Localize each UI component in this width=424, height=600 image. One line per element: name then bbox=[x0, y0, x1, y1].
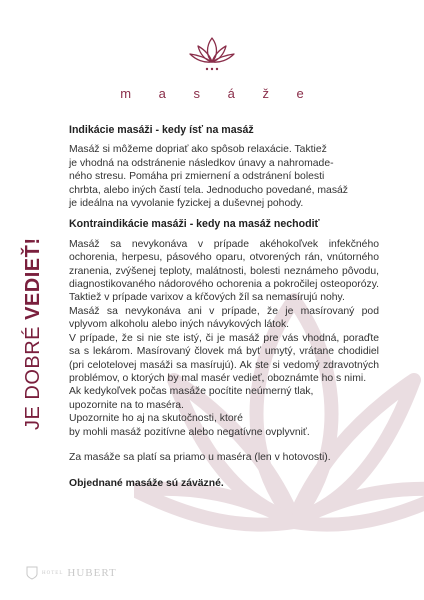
section2-line: by mohli masáž pozitívne alebo negatívne ovplyvniť. bbox=[69, 426, 310, 438]
section2-paragraph-3: Masáž sa nevykonáva ani v prípade, že je masírovaný pod vplyvom alkoholu alebo iných návykových látok. bbox=[69, 305, 379, 331]
binding-note: Objednané masáže sú záväzné. bbox=[69, 478, 224, 490]
section2-line: Upozornite ho aj na skutočnosti, ktoré bbox=[69, 413, 243, 425]
section1-heading: Indikácie masáži - kedy ísť na masáž bbox=[69, 124, 254, 136]
section2-line: upozornite na to maséra. bbox=[69, 399, 184, 411]
tagline-bold: VEDIEŤ! bbox=[22, 237, 44, 320]
section2-paragraph-2: Taktiež v prípade varixov a kŕčových žíl sa nemasírujú nohy. bbox=[69, 292, 345, 304]
hotel-name: HUBERT bbox=[67, 567, 117, 579]
main-content bbox=[69, 124, 379, 491]
section1-line: ného stresu. Pomáha pri zmiernení a odstránení bolesti bbox=[69, 171, 325, 183]
payment-note: Za masáže sa platí sa priamo u maséra (len v hotovosti). bbox=[69, 451, 331, 463]
section2-paragraph-1: Masáž sa nevykonáva v prípade akéhokoľvek infekčného ochorenia, herpesu, pásového oparu, otvorených rán, vnútorného zranenia, zvýšenej teploty, malátnosti, bolesti neznámeho pôvodu, diagnostikovaného nádorového ochorenia a pokročilej osteoporózy. bbox=[69, 238, 380, 291]
section1-text bbox=[69, 143, 379, 210]
crest-icon bbox=[26, 566, 38, 580]
hotel-label: HOTEL bbox=[42, 570, 64, 576]
vertical-tagline bbox=[22, 238, 45, 430]
section1-line: je ideálna na vyvolanie fyzickej a duševnej pohody. bbox=[69, 198, 304, 210]
section2-paragraph-5 bbox=[69, 385, 379, 439]
section2-paragraph-4: V prípade, že si nie ste istý, či je masáž pre vás vhodná, poraďte sa s lekárom. Masírovaný človek má byť umytý, vrátane chodidiel (pri celotelovej masáži sa masírujú). Ak ste si vedomý zdravotných problémov, o ktorých by mal masér vedieť, oboznámte ho s nimi. bbox=[69, 332, 379, 384]
tagline-light: JE DOBRÉ bbox=[22, 319, 44, 430]
page-title: m a s á ž e bbox=[120, 86, 316, 101]
section2-line: Ak kedykoľvek počas masáže pocítite neúmerný tlak, bbox=[69, 386, 314, 398]
section1-line: chrbta, alebo iných častí tela. Jednoducho povedané, masáž bbox=[69, 184, 348, 196]
section1-line: je vhodná na odstránenie následkov únavy a nahromade- bbox=[69, 157, 334, 169]
hotel-logo bbox=[26, 566, 117, 580]
section2-heading: Kontraindikácie masáži - kedy na masáž nechodiť bbox=[69, 218, 320, 231]
lotus-logo-icon bbox=[188, 34, 236, 74]
section1-line: Masáž si môžeme dopriať ako spôsob relaxácie. Taktiež bbox=[69, 144, 327, 156]
